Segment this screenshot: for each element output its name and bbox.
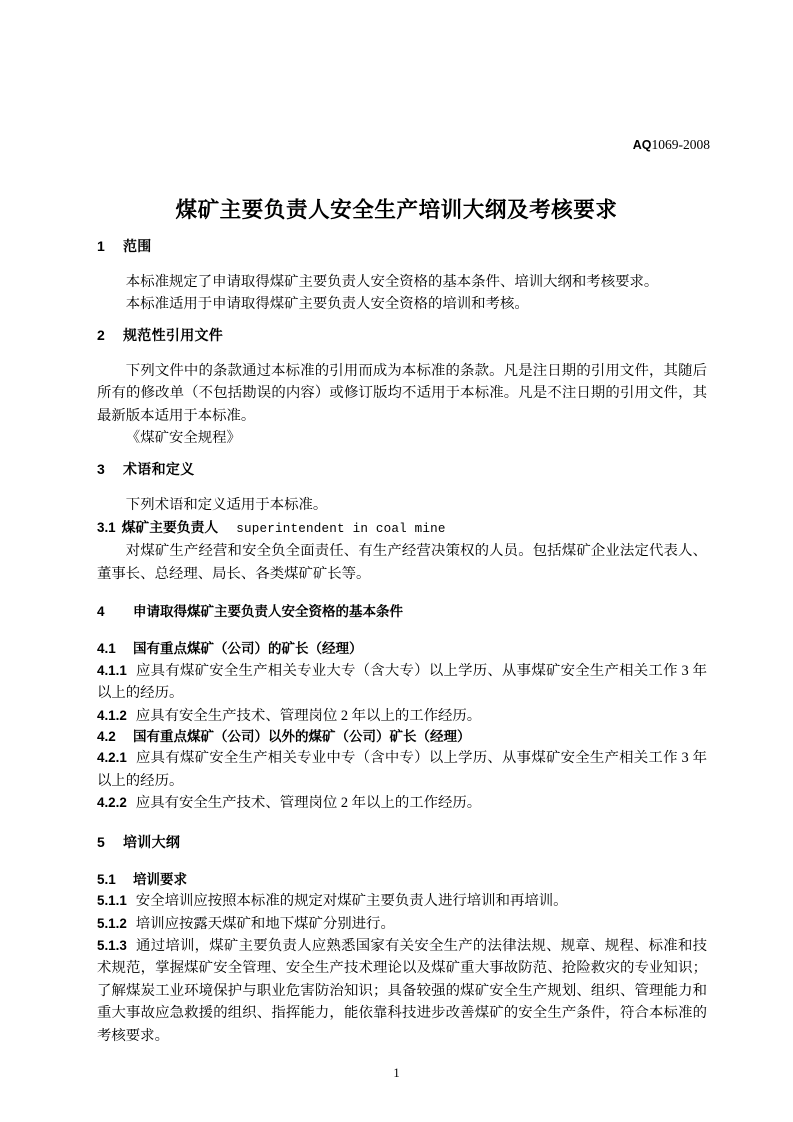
clause-4-1-2 [97,705,707,727]
section-1-paragraph-1: 本标准规定了申请取得煤矿主要负责人安全资格的基本条件、培训大纲和考核要求。 [125,274,659,290]
term-entry-3-1 [97,516,707,540]
clause-number: 4.1.1 [97,662,127,678]
standard-prefix: AQ [632,138,652,152]
clause-text: 通过培训，煤矿主要负责人应熟悉国家有关安全生产的法律法规、规章、规程、标准和技术规范，掌握煤矿安全管理、安全生产技术理论以及煤矿重大事故防范、抢险救灾的专业知识；了解煤炭工业环境保护与职业危害防治知识；具备较强的煤矿安全生产规划、组织、管理能力和重大事故应急救援的组织、指挥能力，能依靠科技进步改善煤矿的安全生产条件，符合本标准的考核要求。 [97,937,707,1044]
clause-number: 5.1.1 [97,893,127,909]
term-definition: 对煤矿生产经营和安全负全面责任、有生产经营决策权的人员。包括煤矿企业法定代表人、董事长、总经理、局长、各类煤矿矿长等。 [97,543,707,582]
section-number-3: 3 [97,460,106,477]
section-title-3: 术语和定义 [123,460,195,477]
section-title-4-2: 国有重点煤矿（公司）以外的煤矿（公司）矿长（经理） [133,729,471,745]
spacer [97,585,707,602]
spacer [97,346,707,360]
section-number-2: 2 [97,326,106,343]
clause-number: 5.1.2 [97,915,127,931]
section-title-2: 规范性引用文件 [123,326,224,343]
clause-4-2-2 [97,792,707,814]
term-english: superintendent in coal mine [236,522,446,537]
section-2-paragraph-1: 下列文件中的条款通过本标准的引用而成为本标准的条款。凡是注日期的引用文件，其随后所有的修改单（不包括勘误的内容）或修订版均不适用于本标准。凡是不注日期的引用文件，其最新版本适用于本标准。 [97,362,707,424]
section-number-4-2: 4.2 [97,729,116,745]
page-title: 煤矿主要负责人安全生产培训大纲及考核要求 [175,198,618,223]
clause-text: 安全培训应按照本标准的规定对煤矿主要负责人进行培训和再培训。 [135,893,568,910]
section-heading-5-1 [97,870,707,890]
section-1-paragraph-2: 本标准适用于申请取得煤矿主要负责人安全资格的培训和考核。 [125,296,529,313]
referenced-document: 《煤矿安全规程》 [125,430,241,447]
clause-text: 应具有安全生产技术、管理岗位 2 年以上的工作经历。 [135,707,482,724]
spacer [97,622,707,639]
section-heading-4-2 [97,727,707,747]
section-number-5: 5 [97,833,106,850]
section-heading-1 [97,236,707,257]
section-heading-4-1 [97,639,707,659]
section-number-4: 4 [97,604,105,620]
section-heading-2 [97,325,707,346]
section-title-5: 培训大纲 [123,833,181,850]
clause-text: 应具有煤矿安全生产相关专业大专（含大专）以上学历、从事煤矿安全生产相关工作 3 年以上的经历。 [97,662,707,702]
standard-header [0,138,710,152]
page-number: 1 [393,1065,400,1080]
section-heading-5 [97,832,707,853]
clause-text: 培训应按露天煤矿和地下煤矿分别进行。 [135,915,395,932]
section-title-1: 范围 [123,238,152,254]
standard-number: 1069-2008 [651,137,710,152]
section-3-paragraph-1: 下列术语和定义适用于本标准。 [125,496,328,513]
spacer [97,815,707,832]
spacer [97,480,707,494]
clause-text: 应具有煤矿安全生产相关专业中专（含中专）以上学历、从事煤矿安全生产相关工作 3 年以上的经历。 [97,750,707,789]
section-number-1: 1 [97,238,106,254]
clause-number: 4.1.2 [97,707,127,723]
clause-4-1-1 [97,660,707,705]
clause-text: 应具有安全生产技术、管理岗位 2 年以上的工作经历。 [135,795,482,812]
document-body [97,236,707,1047]
clause-4-2-1 [97,747,707,792]
clause-number: 4.2.1 [97,750,127,766]
clause-number: 5.1.3 [97,937,127,953]
term-chinese: 煤矿主要负责人 [121,520,219,536]
section-number-4-1: 4.1 [97,641,116,657]
section-title-4: 申请取得煤矿主要负责人安全资格的基本条件 [133,604,403,620]
section-number-5-1: 5.1 [97,871,116,887]
spacer [97,853,707,870]
section-title-5-1: 培训要求 [133,871,187,887]
section-heading-3 [97,459,707,480]
spacer [97,450,707,459]
clause-number: 4.2.2 [97,795,127,811]
spacer [97,257,707,271]
section-heading-4 [97,602,707,622]
section-title-4-1: 国有重点煤矿（公司）的矿长（经理） [133,641,363,657]
clause-5-1-3 [97,935,707,1047]
clause-5-1-1 [97,890,707,912]
term-number: 3.1 [97,520,116,536]
spacer [97,316,707,325]
clause-5-1-2 [97,913,707,935]
